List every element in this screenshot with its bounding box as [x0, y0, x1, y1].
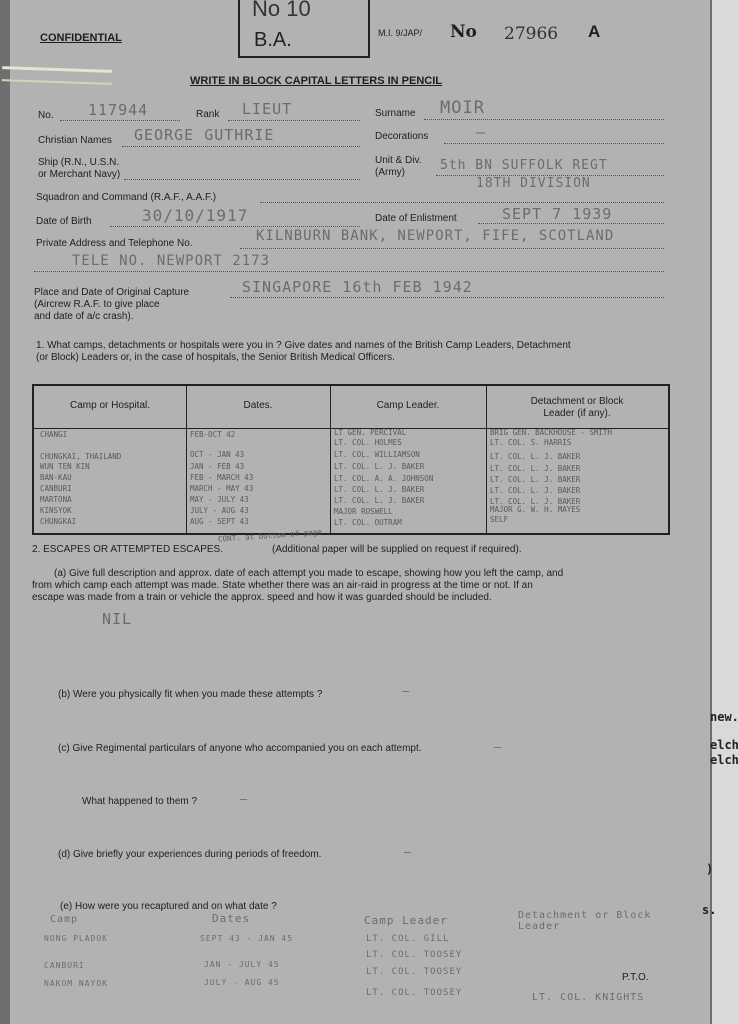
no-value: 117944 — [88, 101, 149, 119]
col-header-dates: Dates. — [243, 400, 273, 411]
question-2c: (c) Give Regimental particulars of anyone who accompanied you on each attempt. — [58, 743, 422, 754]
table-cell: LT. COL. L. J. BAKER — [490, 452, 581, 461]
ship-label-1: Ship (R.N., U.S.N. — [38, 157, 120, 168]
question-2b-answer: — — [402, 684, 411, 698]
table-cell: CHUNGKAI — [40, 517, 77, 526]
question-2d-answer: — — [404, 845, 413, 859]
capture-label-3: and date of a/c crash). — [34, 311, 134, 322]
christian-names-label: Christian Names — [38, 135, 112, 146]
table-cell: LT. COL. L. J. BAKER — [334, 462, 425, 471]
continuation-header-leader: Camp Leader — [364, 914, 448, 927]
stamp-box — [238, 0, 370, 58]
continuation-cell: NONG PLADOK — [44, 934, 108, 943]
form-number-label: No — [450, 22, 477, 42]
continuation-cell: CANBURI — [44, 961, 85, 970]
enlistment-value: SEPT 7 1939 — [502, 205, 613, 223]
col-header-detachment-2: Leader (if any). — [543, 408, 611, 419]
table-cell: LT. COL. L. J. BAKER — [490, 475, 581, 484]
table-cell: LT. COL. L. J. BAKER — [334, 496, 425, 505]
table-cell: LT GEN. PERCIVAL — [334, 428, 407, 437]
table-cell: KINSYOK — [40, 506, 72, 515]
continuation-header-detachment: Detachment or Block Leader — [518, 910, 652, 932]
question-2a-line-2: from which camp each attempt was made. State whether there was an air-raid in progress at the time or not. If an — [32, 580, 533, 591]
table-cell: MAY - JULY 43 — [190, 495, 249, 504]
table-cell: MAJOR G. W. H. MAYES — [490, 505, 581, 514]
decorations-label: Decorations — [375, 131, 429, 142]
question-1-line-1: 1. What camps, detachments or hospitals were you in ? Give dates and names of the British Camp Leaders, Detachment — [36, 340, 571, 351]
table-cell: LT. COL. OUTRAM — [334, 518, 402, 527]
surname-label: Surname — [375, 108, 416, 119]
col-header-detachment: Detachment or Block — [530, 396, 624, 407]
edge-text: elch — [710, 753, 739, 767]
table-cell: OCT - JAN 43 — [190, 450, 245, 459]
table-cell: BAN-KAU — [40, 473, 72, 482]
continuation-cell: LT. COL. TOOSEY — [366, 950, 463, 960]
question-2-title: 2. ESCAPES OR ATTEMPTED ESCAPES. — [32, 544, 223, 555]
question-2-note: (Additional paper will be supplied on request if required). — [272, 544, 522, 555]
adjacent-document-edge — [702, 0, 739, 1024]
form-suffix: A — [588, 22, 601, 41]
binding-string — [2, 66, 112, 85]
form-number: 27966 — [504, 24, 559, 44]
edge-text: ) — [706, 862, 714, 876]
table-cell: CANBURI — [40, 484, 72, 493]
table-cell: WUN TEN KIN — [40, 462, 90, 471]
mi-reference: M.I. 9/JAP/ — [378, 28, 423, 38]
enlistment-label: Date of Enlistment — [375, 213, 457, 224]
question-2c-followup: What happened to them ? — [82, 796, 198, 807]
capture-label-1: Place and Date of Original Capture — [34, 287, 190, 298]
address-label: Private Address and Telephone No. — [36, 238, 193, 249]
capture-label-2: (Aircrew R.A.F. to give place — [34, 299, 160, 310]
col-header-camp-leader: Camp Leader. — [376, 400, 440, 411]
table-cell: LT. COL. WILLIAMSON — [334, 450, 420, 459]
edge-text: elch — [710, 738, 739, 752]
continuation-cell: JULY - AUG 45 — [204, 978, 280, 987]
continuation-cell: LT. COL. TOOSEY — [366, 967, 463, 977]
table-cell: AUG - SEPT 43 — [190, 517, 249, 526]
squadron-label: Squadron and Command (R.A.F., A.A.F.) — [36, 192, 217, 203]
confidential-label: CONFIDENTIAL — [40, 32, 122, 44]
continuation-cell: NAKOM NAYOK — [44, 979, 108, 988]
table-cell: LT. COL. L. J. BAKER — [490, 464, 581, 473]
continuation-last-leader: LT. COL. KNIGHTS — [532, 992, 645, 1003]
question-2a-line-3: escape was made from a train or vehicle the approx. speed and how it was guarded should be included. — [32, 592, 492, 603]
table-cell: LT. COL. L. J. BAKER — [334, 485, 425, 494]
table-cell: FEB-OCT 42 — [190, 430, 236, 439]
continuation-cell: LT. COL. GILL — [366, 934, 450, 944]
question-2a-answer: NIL — [102, 610, 133, 628]
table-cell: SELF — [490, 515, 509, 524]
dob-value: 30/10/1917 — [142, 206, 249, 225]
table-cell: MAJOR ROSWELL — [334, 507, 393, 516]
stamp-ba: B.A. — [254, 29, 292, 51]
unit-value-2: 18TH DIVISION — [476, 176, 591, 191]
table-cell: JULY - AUG 43 — [190, 506, 249, 515]
table-cell: FEB - MARCH 43 — [190, 473, 254, 482]
table-cell: LT. COL. HOLMES — [334, 438, 402, 447]
surname-value: MOIR — [440, 98, 485, 118]
table-cell: LT. COL. L. J. BAKER — [490, 497, 581, 506]
table-cell: LT. COL. A. A. JOHNSON — [334, 474, 434, 483]
question-2a-line-1: (a) Give full description and approx. date of each attempt you made to escape, showing how you left the camp, and — [54, 568, 564, 579]
rank-value: LIEUT — [242, 100, 293, 118]
question-2b: (b) Were you physically fit when you made these attempts ? — [58, 689, 323, 700]
edge-text: s. — [702, 903, 717, 917]
stamp-number: No 10 — [252, 0, 311, 21]
no-label: No. — [38, 110, 54, 121]
capture-value: SINGAPORE 16th FEB 1942 — [242, 278, 473, 296]
unit-label-2: (Army) — [375, 167, 405, 178]
instruction-heading: WRITE IN BLOCK CAPITAL LETTERS IN PENCIL — [190, 75, 442, 87]
question-2e: (e) How were you recaptured and on what date ? — [60, 901, 277, 912]
table-continuation-note: CONT. at bottom of page — [217, 527, 323, 544]
table-cell: CHANGI — [40, 430, 68, 439]
decorations-value: — — [476, 123, 487, 141]
continuation-header-dates: Dates — [212, 912, 251, 925]
table-cell: LT. COL. S. HARRIS — [490, 438, 572, 447]
christian-names-value: GEORGE GUTHRIE — [134, 126, 275, 144]
question-2c-followup-answer: — — [240, 792, 249, 806]
continuation-cell: SEPT 43 - JAN 45 — [200, 934, 294, 943]
continuation-header-camp: Camp — [50, 914, 79, 925]
dob-label: Date of Birth — [36, 216, 92, 227]
ship-label-2: or Merchant Navy) — [38, 169, 121, 180]
col-header-camp: Camp or Hospital. — [69, 400, 151, 411]
table-cell: LT. COL. L. J. BAKER — [490, 486, 581, 495]
interrogation-form — [10, 0, 710, 1024]
unit-value-1: 5th BN SUFFOLK REGT — [440, 158, 608, 173]
address-value-1: KILNBURN BANK, NEWPORT, FIFE, SCOTLAND — [256, 228, 615, 244]
table-cell: CHUNGKAI, THAILAND — [40, 452, 122, 461]
table-cell: MARTONA — [40, 495, 72, 504]
continuation-cell: JAN - JULY 45 — [204, 960, 280, 969]
pto-label: P.T.O. — [622, 972, 649, 983]
question-2c-answer: — — [494, 740, 503, 754]
edge-text: new. — [710, 710, 739, 724]
unit-label-1: Unit & Div. — [375, 155, 422, 166]
question-2d: (d) Give briefly your experiences during periods of freedom. — [58, 849, 322, 860]
table-cell: JAN - FEB 43 — [190, 462, 245, 471]
table-cell: BRIG GEN. BACKHOUSE - SMITH — [490, 428, 612, 437]
camps-table — [32, 384, 670, 535]
continuation-cell: LT. COL. TOOSEY — [366, 988, 463, 998]
rank-label: Rank — [196, 109, 220, 120]
address-value-2: TELE NO. NEWPORT 2173 — [72, 253, 271, 269]
table-cell: MARCH - MAY 43 — [190, 484, 254, 493]
question-1-line-2: (or Block) Leaders or, in the case of hospitals, the Senior British Medical Officers. — [36, 352, 395, 363]
